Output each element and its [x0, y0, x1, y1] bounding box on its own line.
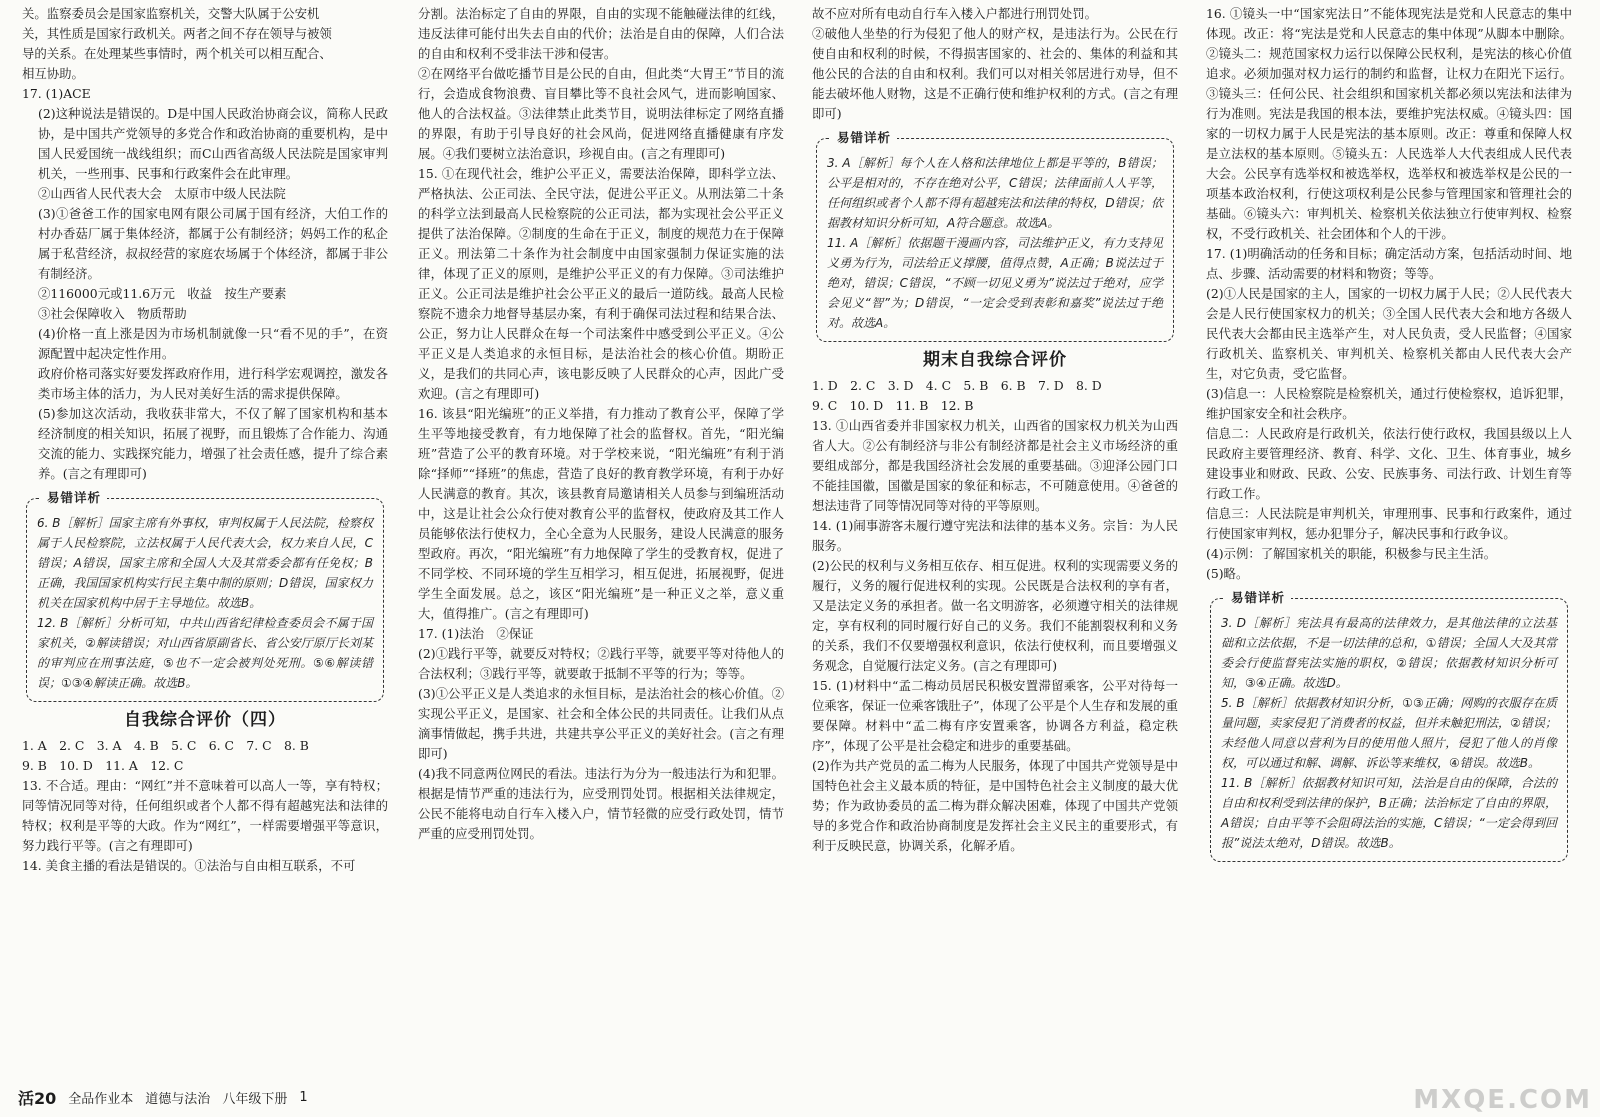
column-2 [418, 4, 784, 1083]
c1-q17-body [22, 104, 388, 484]
c1-q17: 17. (1)ACE [22, 86, 91, 101]
column-3 [812, 4, 1178, 1083]
c3-answers-row2: 9. C 10. D 11. B 12. B [812, 398, 974, 413]
paragraph: (3)①公平正义是人类追求的永恒目标，是法治社会的核心价值。②实现公平正义，是国家、社会和全体公民的共同责任。让我们从点滴事情做起，携手共进，共建共享公平正义的美好社会。(言之有理即可) [418, 686, 784, 761]
paragraph: (2)①践行平等，就要反对特权；②践行平等，就要平等对待他人的合法权利；③践行平等，就要敢于抵制不平等的行为；等等。 [418, 646, 784, 681]
c4-body [1206, 4, 1572, 584]
paragraph: 14. (1)闹事游客未履行遵守宪法和法律的基本义务。宗旨：为人民服务。 [812, 518, 1178, 553]
c3-error-analysis-box [816, 130, 1174, 342]
c2-body [418, 4, 784, 844]
paragraph: (2)作为共产党员的孟二梅为人民服务，体现了中国共产党领导是中国特色社会主义最本质的特征，是中国特色社会主义制度的最大优势；作为政协委员的孟二梅为群众解决困难，体现了中国共产党领导的多党合作和政治协商制度是发挥社会主义民主的重要形式，有利于反映民意，协调关系，化解矛盾。 [812, 758, 1178, 853]
c3-body [812, 416, 1178, 856]
paragraph: 关。监察委员会是国家监察机关，交警大队属于公安机 [22, 6, 320, 21]
c1-answers-row2: 9. B 10. D 11. A 12. C [22, 758, 184, 773]
paragraph: ②山西省人民代表大会 太原市中级人民法院 [38, 186, 286, 201]
paragraph: ②在网络平台做吃播节目是公民的自由，但此类“大胃王”节目的流行，会造成食物浪费、盲目攀比等不良社会风气，进而影响国家、他人的合法权益。③法律禁止此类节目，说明法律标定了网络直播的界限，有助于引导良好的社会风尚，促进网络直播健康有序发展。④我们要树立法治意识，珍视自由。(言之有理即可) [418, 66, 784, 161]
paragraph: 12. B［解析］分析可知，中共山西省纪律检查委员会不属于国家机关，②解读错误；对山西省原副省长、省公安厅原厅长刘某的审判应在刑事法庭，⑤也不一定会被判处死刑。⑤⑥解读错误；①③④解读正确。故选B。 [37, 616, 373, 690]
paragraph: 17. (1)法治 ②保证 [418, 626, 534, 641]
paragraph: (3)①爸爸工作的国家电网有限公司属于国有经济，大伯工作的村办香菇厂属于集体经济，都属于公有制经济；妈妈工作的私企属于私营经济，叔叔经营的家庭农场属于个体经济，都属于非公有制经济。 [38, 206, 388, 281]
paragraph: (3)信息一：人民检察院是检察机关，通过行使检察权，追诉犯罪，维护国家安全和社会秩序。 [1206, 386, 1572, 421]
column-1 [22, 4, 388, 1083]
c3-errbox-body [827, 153, 1163, 333]
paragraph: 17. (1)明确活动的任务和目标；确定活动方案，包括活动时间、地点、步骤、活动需要的材料和物资；等等。 [1206, 246, 1572, 281]
c1-section-title: 自我综合评价（四） [124, 710, 286, 730]
c4-error-analysis-box [1210, 590, 1568, 862]
paragraph: 11. A［解析］依据题干漫画内容，司法维护正义，有力支持见义勇为行为，司法给正义撑腰，值得点赞，A正确；B说法过于绝对，错误；C错误，“不顾一切见义勇为”说法过于绝对，应学会见义“智”为；D错误，“一定会受到表彰和嘉奖”说法过于绝对。故选A。 [827, 236, 1163, 330]
footer-subject: 道德与法治 [145, 1091, 211, 1107]
page-footer [14, 1087, 308, 1107]
c4-errbox-title: 易错详析 [1225, 588, 1291, 608]
paragraph: 相互协助。 [22, 66, 84, 81]
c1-answers-row1: 1. A 2. C 3. A 4. B 5. C 6. C 7. C 8. B [22, 738, 309, 753]
paragraph: 关，其性质是国家行政机关。两者之间不存在领导与被领 [22, 26, 332, 41]
paragraph: 16. 该县“阳光编班”的正义举措，有力推动了教育公平，保障了学生平等地接受教育，有力地保障了社会的监督权。首先，“阳光编班”营造了公平的教育环境。对于学校来说，“阳光编班”有利于消除“择师”“择班”的焦虑，营造了良好的教育教学环境，有利于办好人民满意的教育。其次，该县教育局邀请相关人员参与到编班活动中，这是让社会公众行使对教育公平的监督权，使政府及其工作人员能够依法行使权力，全心全意为人民服务，建设人民满意的服务型政府。再次，“阳光编班”有力地保障了学生的受教育权，促进了不同学校、不同环境的学生互相学习，相互促进，拓展视野，促进学生全面发展。总之，该区“阳光编班”是一种正义之举，意义重大，值得推广。(言之有理即可) [418, 406, 784, 621]
paragraph: ②破他人坐垫的行为侵犯了他人的财产权，是违法行为。公民在行使自由和权利的时候，不得损害国家的、社会的、集体的利益和其他公民的合法的自由和权利。我们可以对相关邻居进行劝导，但不能去破坏他人财物，这是不正确行使和维护权利的方式。(言之有理即可) [812, 26, 1178, 121]
footer-grade: 八年级下册 [222, 1091, 288, 1107]
paragraph: 3. A［解析］每个人在人格和法律地位上都是平等的，B错误；公平是相对的，不存在绝对公平，C错误；法律面前人人平等，任何组织或者个人都不得有超越宪法和法律的特权，D错误；依据教材知识分析可知，A符合题意。故选A。 [827, 156, 1163, 230]
paragraph: 11. B［解析］依据教材知识可知，法治是自由的保障，合法的自由和权利受到法律的保护，B正确；法治标定了自由的界限，A错误；自由平等不会阻碍法治的实施，C错误；“一定会得到回报”说法太绝对，D错误。故选B。 [1221, 776, 1557, 850]
paragraph: 16. ①镜头一中“国家宪法日”不能体现宪法是党和人民意志的集中体现。改正：将“宪法是党和人民意志的集中体现”从脚本中删除。②镜头二：规范国家权力运行以保障公民权利，是宪法的核心价值追求。必须加强对权力运行的制约和监督，让权力在阳光下运行。③镜头三：任何公民、社会组织和国家机关都必须以宪法和法律为行为准则。宪法是我国的根本法，要维护宪法权威。④镜头四：国家的一切权力属于人民是宪法的基本原则。改正：尊重和保障人权是立法权的基本原则。⑤镜头五：人民选举人大代表组成人民代表大会。公民享有选举权和被选举权，选举权和被选举权是公民的一项基本政治权利，行使这项权利是公民参与管理国家和管理社会的基础。⑥镜头六：审判机关、检察机关依法独立行使审判权、检察权，不受行政机关、社会团体和个人的干涉。 [1206, 6, 1572, 241]
paragraph: 6. B［解析］国家主席有外事权，审判权属于人民法院，检察权属于人民检察院，立法权属于人民代表大会，权力来自人民，C错误；A错误，国家主席和全国人大及其常委会都有任免权；B正确，我国国家机构实行民主集中制的原则；D错误，国家权力机关在国家机构中居于主导地位。故选B。 [37, 516, 373, 610]
paragraph: 15. (1)材料中“孟二梅动员居民积极安置滞留乘客，公平对待每一位乘客，保证一位乘客饿肚子”，体现了公平是个人生存和发展的重要保障。材料中“孟二梅有序安置乘客，协调各方利益，稳定秩序”，体现了公平是社会稳定和进步的重要基础。 [812, 678, 1178, 753]
paragraph: 分割。法治标定了自由的界限，自由的实现不能触碰法律的红线，违反法律可能付出失去自由的代价；法治是自由的保障，人们合法的自由和权利不受非法干涉和侵害。 [418, 6, 784, 61]
paragraph: 信息二：人民政府是行政机关，依法行使行政权，我国县级以上人民政府主要管理经济、教育、科学、文化、卫生、体育事业，城乡建设事业和财政、民政、公安、民族事务、司法行政、计划生育等行政工作。 [1206, 426, 1572, 501]
paragraph: ③社会保障收入 物质帮助 [38, 306, 187, 321]
column-4 [1206, 4, 1572, 1083]
paragraph: (4)示例：了解国家机关的职能，积极参与民主生活。 [1206, 546, 1497, 561]
footer-volume: 1 [299, 1089, 308, 1105]
c1-q14: 14. 美食主播的看法是错误的。①法治与自由相互联系，不可 [22, 858, 356, 873]
paragraph: 故不应对所有电动自行车入楼入户都进行刑罚处罚。 [812, 6, 1097, 21]
paragraph: 3. D［解析］宪法具有最高的法律效力，是其他法律的立法基础和立法依据，不是一切法律的总和，①错误；全国人大及其常委会行使监督宪法实施的职权，②错误；依据教材知识分析可知，③④正确。故选D。 [1221, 616, 1557, 690]
footer-page-label: 活20 [18, 1088, 57, 1108]
c3-intro [812, 4, 1178, 124]
paragraph: 信息三：人民法院是审判机关，审理刑事、民事和行政案件，通过行使国家审判权，惩办犯罪分子，解决民事和行政争议。 [1206, 506, 1572, 541]
c1-errbox-body [37, 513, 373, 693]
paragraph: 15. ①在现代社会，维护公平正义，需要法治保障，即科学立法、严格执法、公正司法、全民守法，促进公平正义。从刑法第二十条的科学立法到最高人民检察院的公正司法，都为实现社会公平正义提供了法治保障。②制度的生命在于正义，制度的规范力在于保障正义。刑法第二十条作为社会制度中由国家强制力保证实施的法律，体现了正义的原则，是维护公平正义的有力保障。③司法维护正义。公正司法是维护社会公平正义的最后一道防线。最高人民检察院不遗余力地督导基层办案，有利于确保司法过程和结果合法、公正，努力让人民群众在每一个司法案件中感受到公平正义。④公平正义是人类追求的永恒目标，是法治社会的核心价值。期盼正义，是我们的共同心声，该电影反映了人民群众的心声，因此广受欢迎。(言之有理即可) [418, 166, 784, 401]
c3-answers-row1: 1. D 2. C 3. D 4. C 5. B 6. B 7. D 8. D [812, 378, 1102, 393]
paragraph: 13. ①山西省委并非国家权力机关，山西省的国家权力机关为山西省人大。②公有制经济与非公有制经济都是社会主义市场经济的重要组成部分，都是我国经济社会发展的重要基础。③迎泽公园门口不能挂国徽，国徽是国家的象征和标志，不可随意使用。④爸爸的想法违背了同等情况同等对待的平等原则。 [812, 418, 1178, 513]
c1-q13: 13. 不合适。理由：“网红”并不意味着可以高人一等，享有特权；同等情况同等对待，任何组织或者个人都不得有超越宪法和法律的特权；权利是平等的大政。作为“网红”，一样需要增强平等意识，努力践行平等。(言之有理即可) [22, 778, 388, 853]
paragraph: ②116000元或11.6万元 收益 按生产要素 [38, 286, 287, 301]
footer-book: 全品作业本 [68, 1091, 134, 1107]
paragraph: (5)参加这次活动，我收获非常大，不仅了解了国家机构和基本经济制度的相关知识，拓展了视野，而且锻炼了合作能力、沟通交流的能力、实践探究能力，增强了社会责任感，提升了综合素养。(言之有理即可) [38, 406, 388, 481]
paragraph: 政府价格司落实好要发挥政府作用，进行科学宏观调控，激发各类市场主体的活力，为人民对美好生活的需求提供保障。 [38, 366, 388, 401]
watermark-logo: MXQE.COM [1413, 1085, 1592, 1115]
c1-error-analysis-box [26, 490, 384, 702]
c3-errbox-title: 易错详析 [831, 128, 897, 148]
paragraph: (5)略。 [1206, 566, 1249, 581]
paragraph: (2)公民的权利与义务相互依存、相互促进。权利的实现需要义务的履行，义务的履行促进权利的实现。公民既是合法权利的享有者，又是法定义务的承担者。做一名文明游客，必须遵守相关的法律规定，享有权利的同时履行好自己的义务。我们不能割裂权利和义务的关系，我们不仅要增强权利意识，依法行使权利，而且要增强义务观念，自觉履行法定义务。(言之有理即可) [812, 558, 1178, 673]
c3-section-title: 期末自我综合评价 [923, 350, 1067, 370]
paragraph: (4)价格一直上涨是因为市场机制就像一只“看不见的手”，在资源配置中起决定性作用。 [38, 326, 388, 361]
paragraph: (2)①人民是国家的主人，国家的一切权力属于人民；②人民代表大会是人民行使国家权力的机关；③全国人民代表大会和地方各级人民代表大会都由民主选举产生，对人民负责，受人民监督；④国家行政机关、监察机关、审判机关、检察机关都由人民代表大会产生，对它负责，受它监督。 [1206, 286, 1572, 381]
paragraph: (4)我不同意两位网民的看法。违法行为分为一般违法行为和犯罪。根据是情节严重的违法行为，应受刑罚处罚。根据相关法律规定，公民不能将电动自行车入楼入户，情节轻微的应受行政处罚，情节严重的应受刑罚处罚。 [418, 766, 784, 841]
c1-errbox-title: 易错详析 [41, 488, 107, 508]
paragraph: 5. B［解析］依据教材知识分析，①③正确；网购的衣服存在质量问题，卖家侵犯了消费者的权益，但并未触犯刑法，②错误；未经他人同意以营利为目的使用他人照片，侵犯了他人的肖像权，可以通过和解、调解、诉讼等来维权，④错误。故选B。 [1221, 696, 1557, 770]
c4-errbox-body [1221, 613, 1557, 853]
paragraph: 导的关系。在处理某些事情时，两个机关可以相互配合、 [22, 46, 332, 61]
c1-intro [22, 4, 388, 84]
paragraph: (2)这种说法是错误的。D是中国人民政治协商会议，简称人民政协，是中国共产党领导的多党合作和政治协商的重要机构，是中国人民爱国统一战线组织；而C山西省高级人民法院是国家审判机关，一些刑事、民事和行政案件会在此审理。 [38, 106, 388, 181]
